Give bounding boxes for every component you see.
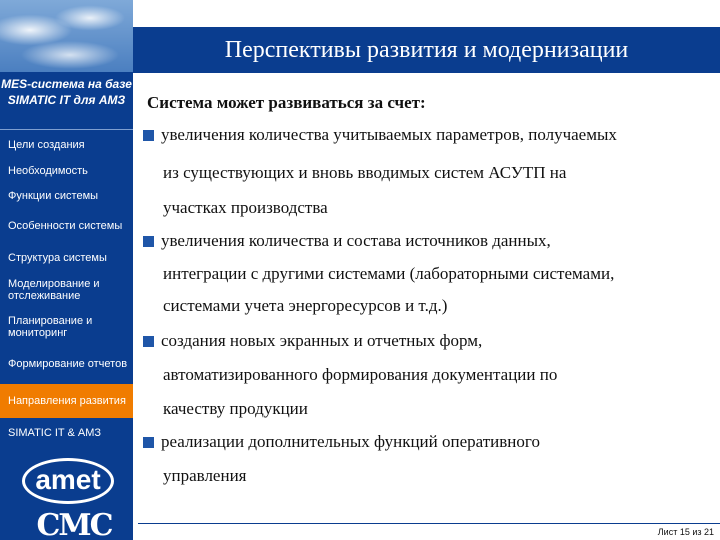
bullet-line: увеличения количества и состава источников данных, <box>161 231 551 250</box>
top-strip <box>133 0 720 27</box>
sidebar-item-features[interactable]: Особенности системы <box>8 220 123 232</box>
sidebar-item-development[interactable]: Направления развития <box>0 384 133 418</box>
bullet-marker <box>143 130 154 141</box>
bullet-marker <box>143 236 154 247</box>
sidebar <box>0 0 133 540</box>
sidebar-item-functions[interactable]: Функции системы <box>8 190 99 202</box>
slide-number: Лист 15 из 21 <box>657 527 714 537</box>
sidebar-item-goals[interactable]: Цели создания <box>8 139 85 151</box>
divider <box>0 129 133 130</box>
page-title: Перспективы развития и модернизации <box>224 37 629 63</box>
sidebar-item-simatic-amz[interactable]: SIMATIC IT & АМЗ <box>8 427 102 439</box>
bullet-line: системами учета энергоресурсов и т.д.) <box>163 296 448 315</box>
main-heading: Система может развиваться за счет: <box>147 93 426 112</box>
bullet-marker <box>143 336 154 347</box>
bullet-line: создания новых экранных и отчетных форм, <box>161 331 483 350</box>
sky-image <box>0 0 133 72</box>
company-logo <box>0 450 133 540</box>
bullet-line: увеличения количества учитываемых параметров, получаемых <box>161 125 617 144</box>
sidebar-item-reports[interactable]: Формирование отчетов <box>8 358 128 370</box>
sidebar-item-necessity[interactable]: Необходимость <box>8 165 88 177</box>
bullet-line: управления <box>163 466 247 485</box>
bullet-line: участках производства <box>163 198 328 217</box>
bullet-line: реализации дополнительных функций оперативного <box>161 432 540 451</box>
bullet-line: автоматизированного формирования документации по <box>163 365 558 384</box>
bullet-line: интеграции с другими системами (лабораторными системами, <box>163 264 615 283</box>
sidebar-item-modeling[interactable]: Моделирование и отслеживание <box>8 278 100 302</box>
sidebar-title: MES-система на базе SIMATIC IT для АМЗ <box>1 77 132 107</box>
sidebar-item-planning[interactable]: Планирование и мониторинг <box>8 315 93 339</box>
footer-divider <box>138 523 720 524</box>
bullet-marker <box>143 437 154 448</box>
bullet-line: качеству продукции <box>163 399 308 418</box>
logo-text: amet <box>35 464 101 495</box>
bullet-line: из существующих и вновь вводимых систем АСУТП на <box>163 163 567 182</box>
cmc-logo-text: CMC <box>36 508 112 540</box>
sidebar-item-structure[interactable]: Структура системы <box>8 252 107 264</box>
header-bar <box>133 27 720 73</box>
